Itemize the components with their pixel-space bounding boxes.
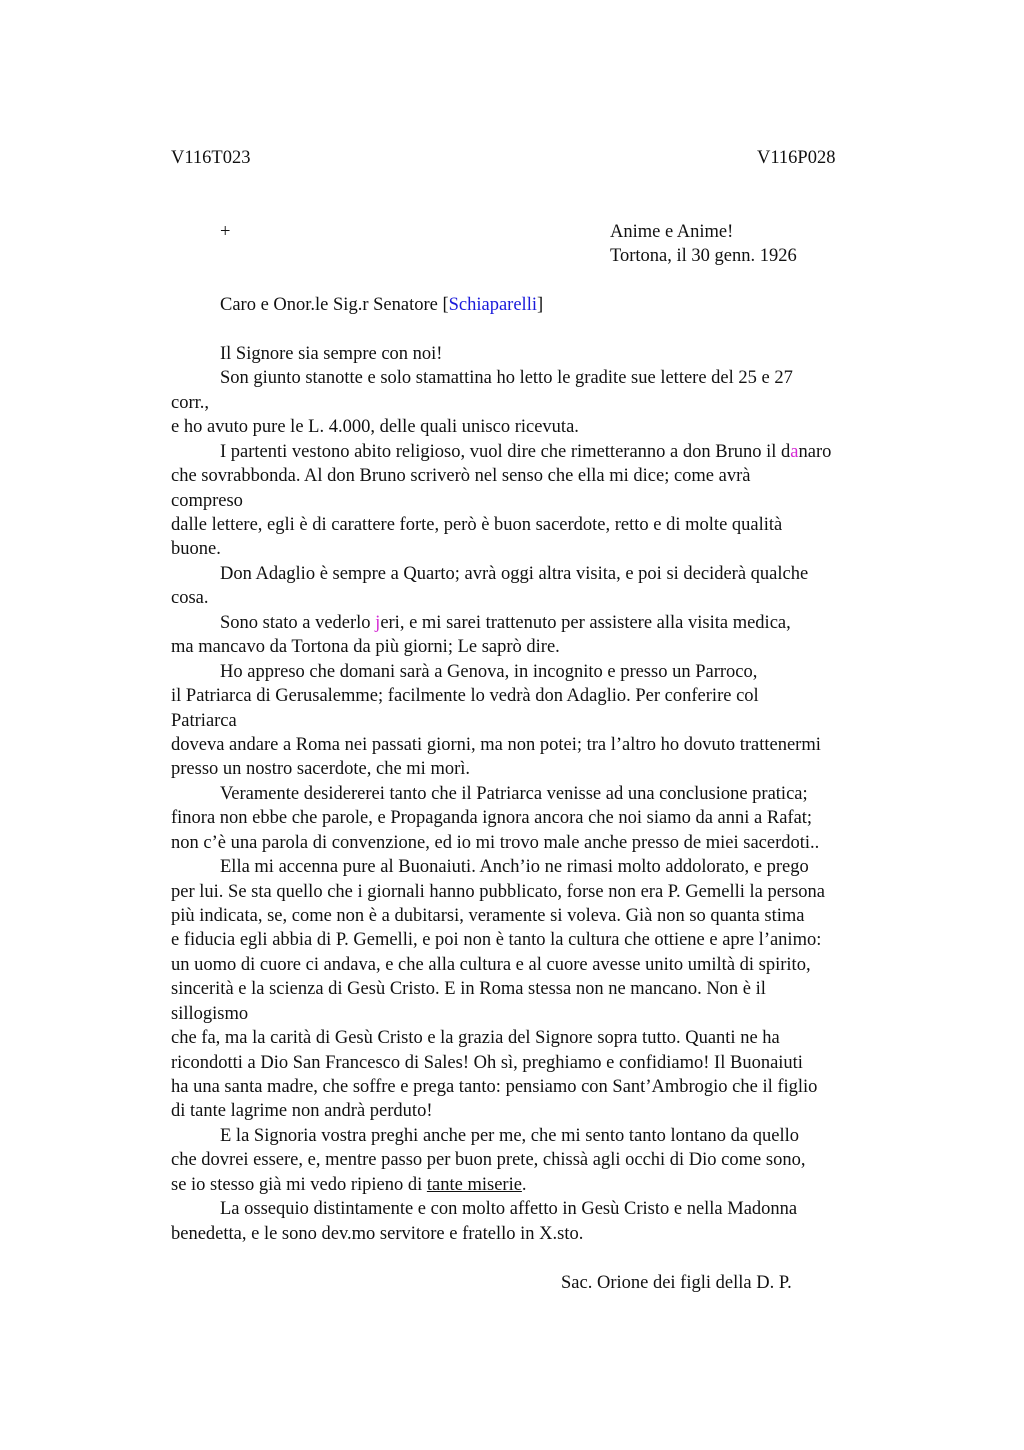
body-line [171,1173,527,1197]
text-segment: Sono stato a vederlo [220,613,376,633]
body-line [220,440,831,464]
body-line: ha una santa madre, che soffre e prega tanto: pensiamo con Sant’Ambrogio che il figlio [171,1077,818,1097]
body-line: e fiducia egli abbia di P. Gemelli, e poi non è tanto la cultura che ottiene e apre l’animo: [171,930,822,950]
highlighted-char: j [375,613,381,633]
body-line: per lui. Se sta quello che i giornali hanno pubblicato, forse non era P. Gemelli la persona [171,882,826,902]
highlighted-char: a [790,442,799,462]
body-line: benedetta, e le sono dev.mo servitore e fratello in X.sto. [171,1224,584,1244]
body-line: Ella mi accenna pure al Buonaiuti. Anch’io ne rimasi molto addolorato, e prego [220,857,809,877]
body-line: ricondotti a Dio San Francesco di Sales! Oh sì, preghiamo e confidiamo! Il Buonaiuti [171,1053,803,1073]
body-line: non c’è una parola di convenzione, ed io mi trovo male anche presso de miei sacerdoti.. [171,833,820,853]
body-line: Il Signore sia sempre con noi! [220,344,443,364]
body-line: Don Adaglio è sempre a Quarto; avrà oggi altra visita, e poi si deciderà qualche [220,564,809,584]
text-segment: se io stesso già mi vedo ripieno di [171,1175,427,1195]
body-line: che dovrei essere, e, mentre passo per buon prete, chissà agli occhi di Dio come sono, [171,1150,806,1170]
text-segment: eri, e mi sarei trattenuto per assistere alla visita medica, [380,613,791,633]
motto: Anime e Anime! [610,222,734,242]
body-line [220,611,791,635]
salutation [220,293,543,317]
text-segment: I partenti vestono abito religioso, vuol dire che rimetteranno a don Bruno il d [220,442,791,462]
salutation-pre: Caro e Onor.le Sig.r Senatore [ [220,295,449,315]
doc-code-right: V116P028 [757,148,836,168]
body-line: e ho avuto pure le L. 4.000, delle quali unisco ricevuta. [171,417,579,437]
body-line: Veramente desidererei tanto che il Patriarca venisse ad una conclusione pratica; [220,784,808,804]
body-line: che sovrabbonda. Al don Bruno scriverò nel senso che ella mi dice; come avrà [171,466,751,486]
body-line: sillogismo [171,1004,249,1024]
body-line: Son giunto stanotte e solo stamattina ho letto le gradite sue lettere del 25 e 27 [220,368,793,388]
body-line: presso un nostro sacerdote, che mi morì. [171,759,471,779]
body-line: cosa. [171,588,209,608]
body-line: buone. [171,539,221,559]
body-line: di tante lagrime non andrà perduto! [171,1101,433,1121]
body-line: dalle lettere, egli è di carattere forte, però è buon sacerdote, retto e di molte qualità [171,515,783,535]
body-line: finora non ebbe che parole, e Propaganda ignora ancora che noi siamo da anni a Rafat; [171,808,813,828]
place-date: Tortona, il 30 genn. 1926 [610,246,797,266]
body-line: compreso [171,491,243,511]
signature: Sac. Orione dei figli della D. P. [561,1273,792,1293]
body-line: E la Signoria vostra preghi anche per me, che mi sento tanto lontano da quello [220,1126,799,1146]
salutation-post: ] [536,295,544,315]
doc-code-left: V116T023 [171,148,251,168]
recipient-name: Schiaparelli [448,295,537,315]
text-segment: naro [798,442,832,462]
body-line: ma mancavo da Tortona da più giorni; Le saprò dire. [171,637,560,657]
body-line: La ossequio distintamente e con molto affetto in Gesù Cristo e nella Madonna [220,1199,798,1219]
body-line: doveva andare a Roma nei passati giorni, ma non potei; tra l’altro ho dovuto trattenermi [171,735,821,755]
body-line: Ho appreso che domani sarà a Genova, in incognito e presso un Parroco, [220,662,758,682]
underlined-phrase: tante miserie [426,1175,522,1195]
body-line: più indicata, se, come non è a dubitarsi, veramente si voleva. Già non so quanta stima [171,906,805,926]
body-line: che fa, ma la carità di Gesù Cristo e la grazia del Signore sopra tutto. Quanti ne ha [171,1028,780,1048]
body-line: Patriarca [171,711,237,731]
cross-mark: + [220,222,231,242]
text-segment: . [521,1175,527,1195]
body-line: sincerità e la scienza di Gesù Cristo. E in Roma stessa non ne mancano. Non è il [171,979,766,999]
body-line: il Patriarca di Gerusalemme; facilmente lo vedrà don Adaglio. Per conferire col [171,686,759,706]
body-line: corr., [171,393,210,413]
body-line: un uomo di cuore ci andava, e che alla cultura e al cuore avesse unito umiltà di spirito, [171,955,811,975]
